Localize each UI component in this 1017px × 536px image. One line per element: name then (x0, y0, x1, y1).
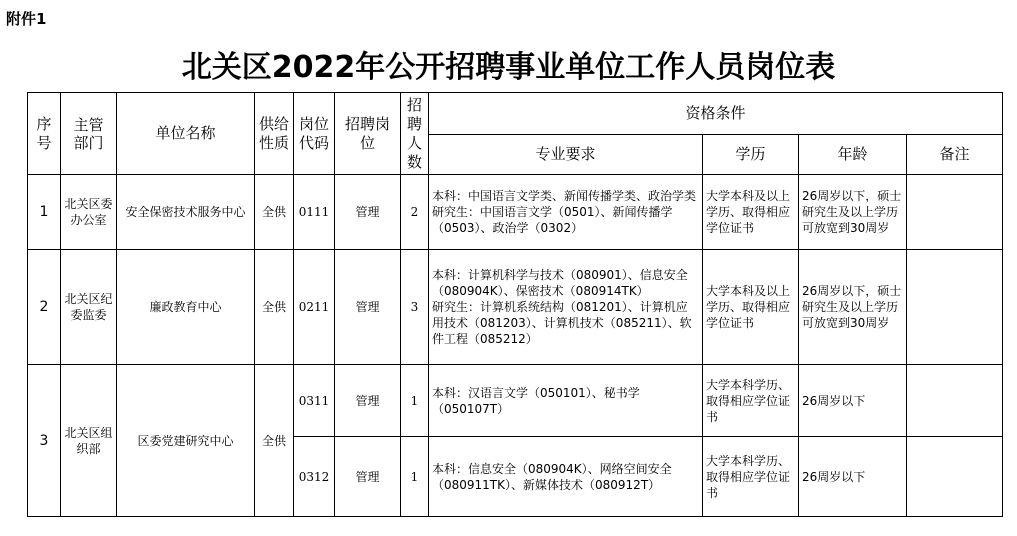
cell-age: 26周岁以下，硕士研究生及以上学历可放宽到30周岁 (799, 250, 907, 365)
cell-seq: 3 (28, 365, 61, 517)
attachment-label: 附件1 (6, 10, 47, 28)
table-row (28, 175, 1003, 250)
header-major: 专业要求 (429, 135, 703, 175)
cell-major: 本科：汉语言文学（050101）、秘书学（050107T） (429, 365, 703, 437)
cell-count: 1 (401, 365, 429, 437)
header-supply: 供给性质 (255, 93, 294, 175)
cell-supply: 全供 (255, 250, 294, 365)
cell-education: 大学本科学历、取得相应学位证书 (703, 365, 799, 437)
cell-count: 1 (401, 437, 429, 517)
cell-seq: 1 (28, 175, 61, 250)
cell-education: 大学本科及以上学历、取得相应学位证书 (703, 175, 799, 250)
cell-supply: 全供 (255, 175, 294, 250)
header-education: 学历 (703, 135, 799, 175)
cell-supply: 全供 (255, 365, 294, 517)
cell-major: 本科：计算机科学与技术（080901）、信息安全（080904K）、保密技术（080914TK） 研究生：计算机系统结构（081201）、计算机应用技术（081203）、计算机技术（085211）、软件工程（085212） (429, 250, 703, 365)
cell-note (907, 175, 1003, 250)
cell-dept: 北关区委办公室 (61, 175, 117, 250)
cell-post: 管理 (335, 365, 401, 437)
cell-unit: 廉政教育中心 (117, 250, 255, 365)
cell-post: 管理 (335, 175, 401, 250)
cell-age: 26周岁以下，硕士研究生及以上学历可放宽到30周岁 (799, 175, 907, 250)
cell-post: 管理 (335, 250, 401, 365)
header-seq: 序号 (28, 93, 61, 175)
header-dept-label: 主管部门 (73, 115, 104, 152)
header-unit: 单位名称 (117, 93, 255, 175)
cell-note (907, 365, 1003, 437)
cell-count: 2 (401, 175, 429, 250)
cell-education: 大学本科学历、取得相应学位证书 (703, 437, 799, 517)
recruitment-table (27, 92, 1003, 517)
cell-code: 0312 (294, 437, 335, 517)
cell-note (907, 437, 1003, 517)
cell-age: 26周岁以下 (799, 365, 907, 437)
cell-unit: 区委党建研究中心 (117, 365, 255, 517)
cell-count: 3 (401, 250, 429, 365)
header-row-top (28, 93, 1003, 135)
cell-code: 0211 (294, 250, 335, 365)
header-note: 备注 (907, 135, 1003, 175)
page-title: 北关区2022年公开招聘事业单位工作人员岗位表 (181, 50, 836, 85)
cell-unit: 安全保密技术服务中心 (117, 175, 255, 250)
header-count: 招聘人数 (401, 93, 429, 175)
header-qualification: 资格条件 (429, 93, 1003, 135)
cell-dept: 北关区纪委监委 (61, 250, 117, 365)
cell-note (907, 250, 1003, 365)
cell-major: 本科：信息安全（080904K）、网络空间安全（080911TK）、新媒体技术（080912T） (429, 437, 703, 517)
cell-code: 0111 (294, 175, 335, 250)
table-row (28, 250, 1003, 365)
cell-education: 大学本科及以上学历、取得相应学位证书 (703, 250, 799, 365)
cell-code: 0311 (294, 365, 335, 437)
header-code: 岗位代码 (294, 93, 335, 175)
table-row (28, 365, 1003, 437)
cell-age: 26周岁以下 (799, 437, 907, 517)
cell-dept: 北关区组织部 (61, 365, 117, 517)
header-age: 年龄 (799, 135, 907, 175)
header-dept (61, 93, 117, 175)
cell-post: 管理 (335, 437, 401, 517)
cell-seq: 2 (28, 250, 61, 365)
cell-major: 本科：中国语言文学类、新闻传播学类、政治学类 研究生：中国语言文学（0501）、新闻传播学（0503）、政治学（0302） (429, 175, 703, 250)
header-post: 招聘岗位 (335, 93, 401, 175)
